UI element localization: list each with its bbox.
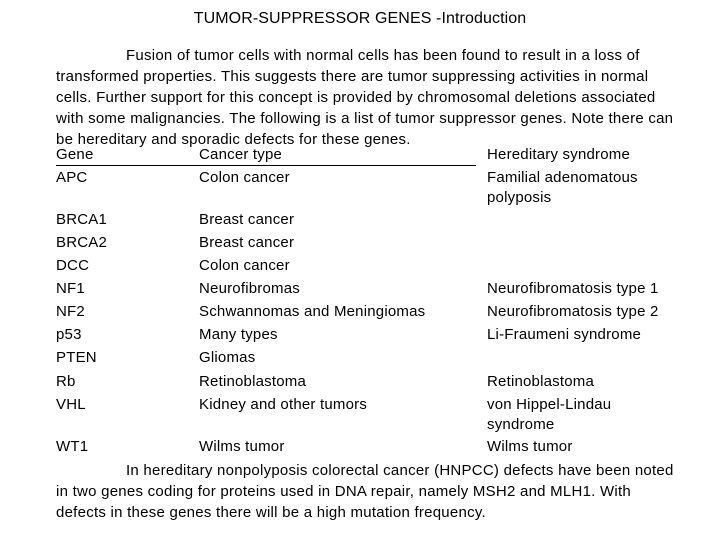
gene-cell: VHL [56, 396, 86, 413]
gene-cell: NF2 [56, 303, 85, 320]
page-title: TUMOR-SUPPRESSOR GENES -Introduction [193, 10, 527, 27]
syndrome-cell-continued: syndrome [487, 416, 555, 433]
cancer-cell: Neurofibromas [199, 280, 300, 297]
gene-cell: APC [56, 169, 88, 186]
header-hereditary-syndrome: Hereditary syndrome [487, 146, 631, 163]
cancer-cell: Colon cancer [199, 257, 290, 274]
cancer-cell: Breast cancer [199, 211, 295, 228]
gene-cell: p53 [56, 326, 82, 343]
header-cancer-type: Cancer type [199, 146, 283, 163]
cancer-cell: Kidney and other tumors [199, 396, 368, 413]
cancer-cell: Colon cancer [199, 169, 290, 186]
cancer-cell: Breast cancer [199, 234, 295, 251]
cancer-cell: Gliomas [199, 349, 256, 366]
cancer-cell: Wilms tumor [199, 438, 285, 455]
syndrome-cell: Wilms tumor [487, 438, 573, 455]
gene-cell: NF1 [56, 280, 85, 297]
header-underline [56, 165, 476, 166]
gene-cell: BRCA2 [56, 234, 108, 251]
closing-paragraph: In hereditary nonpolyposis colorectal cancer (HNPCC) defects have been noted in two genes coding for proteins used in DNA repair, namely MSH2 and MLH1. With defects in these genes there will be a high mutation frequency. [56, 462, 674, 521]
cancer-cell: Schwannomas and Meningiomas [199, 303, 426, 320]
gene-cell: BRCA1 [56, 211, 108, 228]
gene-cell: DCC [56, 257, 90, 274]
intro-paragraph: Fusion of tumor cells with normal cells has been found to result in a loss of transformed properties. This suggests there are tumor suppressing activities in normal cells. Further support for this concept is provided by chromosomal deletions associated with some malignancies. The following is a list of tumor suppressor genes. Note there can be hereditary and sporadic defects for these genes. [56, 47, 674, 148]
syndrome-cell: Familial adenomatous [487, 169, 638, 186]
syndrome-cell: Neurofibromatosis type 2 [487, 303, 659, 320]
syndrome-cell: Neurofibromatosis type 1 [487, 280, 659, 297]
header-gene: Gene [56, 146, 94, 163]
syndrome-cell: von Hippel-Lindau [487, 396, 612, 413]
syndrome-cell-continued: polyposis [487, 189, 552, 206]
gene-cell: PTEN [56, 349, 97, 366]
syndrome-cell: Li-Fraumeni syndrome [487, 326, 642, 343]
gene-cell: WT1 [56, 438, 89, 455]
cancer-cell: Many types [199, 326, 278, 343]
syndrome-cell: Retinoblastoma [487, 373, 595, 390]
gene-cell: Rb [56, 373, 76, 390]
cancer-cell: Retinoblastoma [199, 373, 307, 390]
